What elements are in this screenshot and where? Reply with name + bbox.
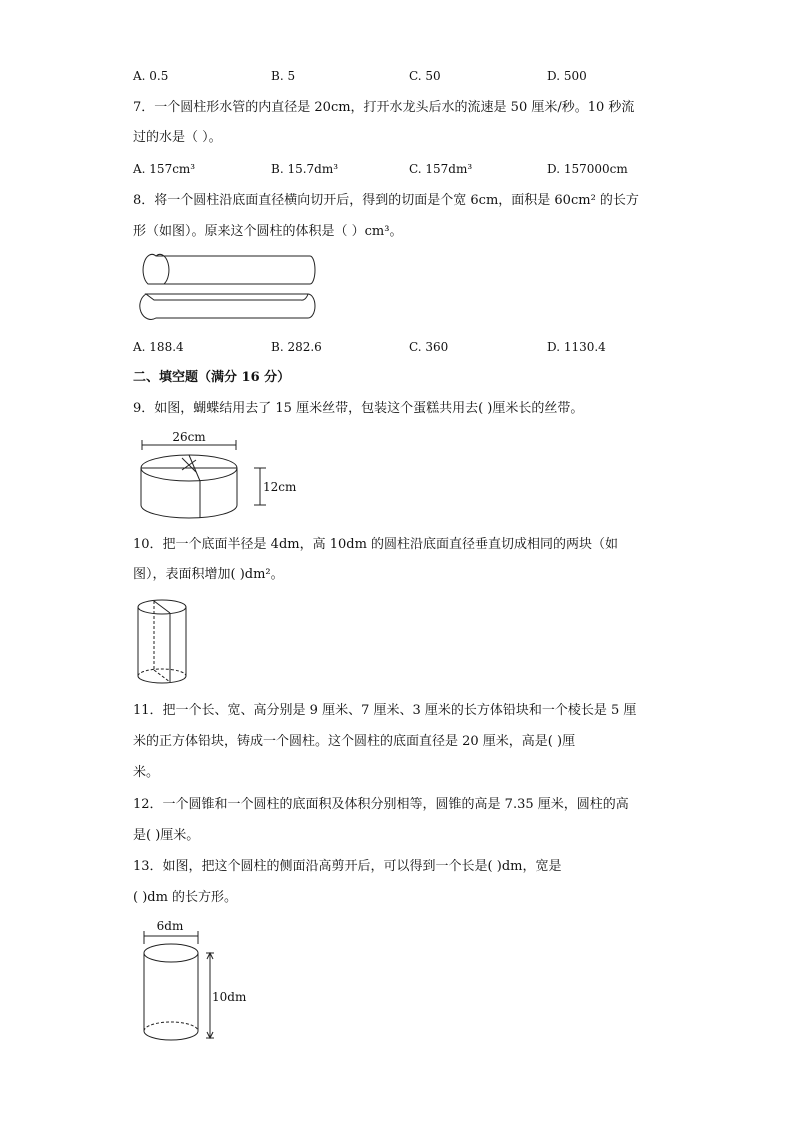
q9-text: 9．如图，蝴蝶结用去了 15 厘米丝带，包装这个蛋糕共用去( )厘米长的丝带。: [133, 401, 584, 416]
q10-cylinder-figure: [136, 598, 192, 688]
q6-option-c: C. 50: [409, 69, 441, 83]
q10-text-line2: 图），表面积增加( )dm²。: [133, 567, 284, 582]
q10-text-line1: 10．把一个底面半径是 4dm，高 10dm 的圆柱沿底面直径垂直切成相同的两块（如: [133, 537, 619, 552]
q11-text-line3: 米。: [133, 765, 160, 780]
q8-option-d: D. 1130.4: [547, 340, 606, 354]
q9-cake-figure: [132, 428, 297, 522]
section-title: 二、填空题（满分 16 分）: [133, 370, 291, 385]
q7-text-line1: 7．一个圆柱形水管的内直径是 20cm，打开水龙头后水的流速是 50 厘米/秒。10 秒流: [133, 100, 635, 115]
q12-text-line2: 是( )厘米。: [133, 828, 200, 843]
q13-diameter-label: 6dm: [156, 919, 184, 933]
q7-option-d: D. 157000cm: [547, 162, 628, 176]
q9-diameter-label: 26cm: [172, 430, 206, 444]
q8-option-b: B. 282.6: [271, 340, 322, 354]
q6-option-d: D. 500: [547, 69, 587, 83]
q13-height-label: 10dm: [212, 990, 247, 1004]
q7-option-c: C. 157dm³: [409, 162, 473, 176]
q13-text-line2: ( )dm 的长方形。: [133, 890, 238, 905]
q8-cut-cylinder-figure: [140, 252, 320, 328]
q8-option-c: C. 360: [409, 340, 449, 354]
q6-option-b: B. 5: [271, 69, 296, 83]
q8-option-a: A. 188.4: [133, 340, 184, 354]
q7-option-a: A. 157cm³: [133, 162, 196, 176]
q12-text-line1: 12．一个圆锥和一个圆柱的底面积及体积分别相等，圆锥的高是 7.35 厘米，圆柱的高: [133, 797, 629, 812]
q9-height-label: 12cm: [263, 480, 297, 494]
q8-text-line2: 形（如图）。原来这个圆柱的体积是（ ）cm³。: [133, 224, 403, 239]
q13-cylinder-figure: [136, 918, 256, 1050]
q7-option-b: B. 15.7dm³: [271, 162, 339, 176]
q8-text-line1: 8．将一个圆柱沿底面直径横向切开后，得到的切面是个宽 6cm，面积是 60cm² 的长方: [133, 193, 639, 208]
q11-text-line1: 11．把一个长、宽、高分别是 9 厘米、7 厘米、3 厘米的长方体铅块和一个棱长是 5 厘: [133, 703, 637, 718]
q13-text-line1: 13．如图，把这个圆柱的侧面沿高剪开后，可以得到一个长是( )dm，宽是: [133, 859, 562, 874]
q6-option-a: A. 0.5: [133, 69, 169, 83]
q11-text-line2: 米的正方体铅块，铸成一个圆柱。这个圆柱的底面直径是 20 厘米，高是( )厘: [133, 734, 576, 749]
q7-text-line2: 过的水是（ ）。: [133, 130, 222, 145]
